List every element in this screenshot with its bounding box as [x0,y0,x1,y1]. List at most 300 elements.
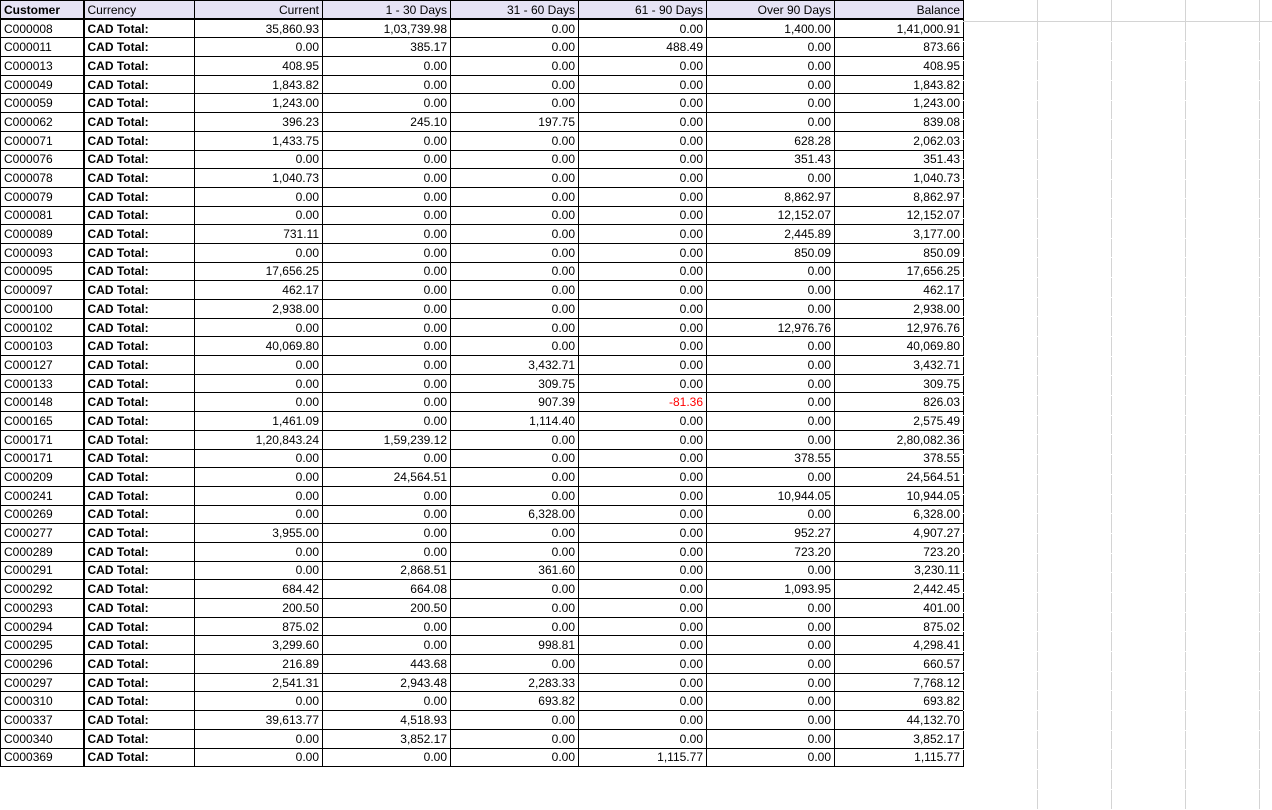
column-header-over-90-days[interactable]: Over 90 Days [707,1,835,20]
cell-31-60-days[interactable]: 693.82 [451,692,579,711]
cell-customer[interactable]: C000296 [1,655,84,674]
cell-over-90-days[interactable]: 0.00 [707,673,835,692]
empty-cell[interactable] [1185,750,1259,770]
cell-balance[interactable]: 850.09 [835,243,964,262]
empty-cell[interactable] [1185,61,1259,81]
cell-61-90-days[interactable]: 0.00 [579,673,707,692]
cell-currency[interactable]: CAD Total: [84,748,195,767]
cell-over-90-days[interactable]: 0.00 [707,374,835,393]
cell-currency[interactable]: CAD Total: [84,449,195,468]
empty-cell[interactable] [963,41,1037,61]
cell-61-90-days[interactable]: 0.00 [579,206,707,225]
cell-1-30-days[interactable]: 443.68 [323,655,451,674]
empty-cell[interactable] [1185,494,1259,514]
empty-cell[interactable] [1111,514,1185,534]
cell-over-90-days[interactable]: 0.00 [707,169,835,188]
empty-cell[interactable] [963,770,1037,790]
cell-1-30-days[interactable]: 4,518.93 [323,711,451,730]
empty-cell[interactable] [1037,22,1111,42]
cell-61-90-days[interactable]: 0.00 [579,131,707,150]
empty-cell[interactable] [1259,376,1272,396]
cell-balance[interactable]: 462.17 [835,281,964,300]
table-row[interactable] [1,561,964,580]
empty-cell[interactable] [1111,632,1185,652]
cell-customer[interactable]: C000292 [1,580,84,599]
cell-current[interactable]: 0.00 [195,318,323,337]
cell-balance[interactable]: 4,907.27 [835,524,964,543]
cell-balance[interactable]: 10,944.05 [835,486,964,505]
cell-61-90-days[interactable]: 0.00 [579,187,707,206]
empty-cell[interactable] [1111,179,1185,199]
cell-31-60-days[interactable]: 0.00 [451,655,579,674]
empty-cell[interactable] [1111,238,1185,258]
cell-1-30-days[interactable]: 0.00 [323,542,451,561]
cell-customer[interactable]: C000277 [1,524,84,543]
empty-cell[interactable] [963,494,1037,514]
empty-cell[interactable] [1185,159,1259,179]
cell-61-90-days[interactable]: 0.00 [579,599,707,618]
cell-balance[interactable]: 24,564.51 [835,468,964,487]
cell-current[interactable]: 39,613.77 [195,711,323,730]
cell-31-60-days[interactable]: 0.00 [451,711,579,730]
empty-cell[interactable] [1111,474,1185,494]
column-header-1-30-days[interactable]: 1 - 30 Days [323,1,451,20]
cell-31-60-days[interactable]: 0.00 [451,150,579,169]
empty-cell[interactable] [963,553,1037,573]
cell-61-90-days[interactable]: 0.00 [579,486,707,505]
cell-61-90-days[interactable]: 0.00 [579,412,707,431]
empty-cell[interactable] [963,612,1037,632]
empty-cell[interactable] [1185,691,1259,711]
empty-cell[interactable] [1185,396,1259,416]
cell-31-60-days[interactable]: 0.00 [451,580,579,599]
cell-customer[interactable]: C000291 [1,561,84,580]
empty-cell[interactable] [963,238,1037,258]
empty-cell[interactable] [1037,455,1111,475]
cell-currency[interactable]: CAD Total: [84,468,195,487]
cell-balance[interactable]: 1,843.82 [835,75,964,94]
cell-61-90-days[interactable]: 0.00 [579,505,707,524]
cell-over-90-days[interactable]: 0.00 [707,57,835,76]
cell-31-60-days[interactable]: 0.00 [451,281,579,300]
cell-customer[interactable]: C000062 [1,113,84,132]
cell-current[interactable]: 3,955.00 [195,524,323,543]
cell-currency[interactable]: CAD Total: [84,393,195,412]
cell-current[interactable]: 35,860.93 [195,19,323,38]
empty-cell[interactable] [1037,61,1111,81]
cell-61-90-days[interactable]: 0.00 [579,430,707,449]
empty-cell[interactable] [1037,415,1111,435]
table-row[interactable] [1,57,964,76]
empty-cell[interactable] [1037,140,1111,160]
cell-balance[interactable]: 660.57 [835,655,964,674]
cell-1-30-days[interactable]: 0.00 [323,94,451,113]
cell-currency[interactable]: CAD Total: [84,542,195,561]
cell-current[interactable]: 0.00 [195,356,323,375]
cell-currency[interactable]: CAD Total: [84,524,195,543]
cell-over-90-days[interactable]: 2,445.89 [707,225,835,244]
cell-current[interactable]: 2,938.00 [195,300,323,319]
empty-cell[interactable] [1259,671,1272,691]
empty-cell[interactable] [963,730,1037,750]
cell-balance[interactable]: 693.82 [835,692,964,711]
empty-cell[interactable] [1259,455,1272,475]
cell-61-90-days[interactable]: 488.49 [579,38,707,57]
cell-over-90-days[interactable]: 0.00 [707,729,835,748]
cell-31-60-days[interactable]: 0.00 [451,206,579,225]
empty-cell[interactable] [1037,396,1111,416]
cell-over-90-days[interactable]: 12,976.76 [707,318,835,337]
empty-cell[interactable] [1185,592,1259,612]
cell-61-90-days[interactable]: 0.00 [579,113,707,132]
cell-1-30-days[interactable]: 664.08 [323,580,451,599]
cell-balance[interactable]: 309.75 [835,374,964,393]
cell-31-60-days[interactable]: 0.00 [451,225,579,244]
cell-over-90-days[interactable]: 8,862.97 [707,187,835,206]
table-row[interactable] [1,150,964,169]
empty-cell[interactable] [963,474,1037,494]
cell-current[interactable]: 3,299.60 [195,636,323,655]
table-row[interactable] [1,524,964,543]
empty-cell[interactable] [1185,789,1259,809]
empty-cell[interactable] [1111,376,1185,396]
table-row[interactable] [1,19,964,38]
table-row[interactable] [1,748,964,767]
cell-current[interactable]: 408.95 [195,57,323,76]
empty-cell[interactable] [1037,533,1111,553]
cell-customer[interactable]: C000049 [1,75,84,94]
cell-balance[interactable]: 873.66 [835,38,964,57]
cell-61-90-days[interactable]: 0.00 [579,337,707,356]
cell-over-90-days[interactable]: 0.00 [707,356,835,375]
cell-balance[interactable]: 2,062.03 [835,131,964,150]
cell-current[interactable]: 0.00 [195,393,323,412]
cell-1-30-days[interactable]: 0.00 [323,187,451,206]
empty-cell[interactable] [1111,652,1185,672]
cell-current[interactable]: 0.00 [195,561,323,580]
empty-cell[interactable] [963,0,1037,22]
empty-cell[interactable] [1037,671,1111,691]
cell-currency[interactable]: CAD Total: [84,673,195,692]
table-row[interactable] [1,243,964,262]
cell-over-90-days[interactable]: 0.00 [707,412,835,431]
empty-cell[interactable] [1037,652,1111,672]
empty-cell[interactable] [963,455,1037,475]
table-row[interactable] [1,262,964,281]
empty-cell[interactable] [1111,494,1185,514]
empty-cell[interactable] [1259,553,1272,573]
empty-cell[interactable] [1185,612,1259,632]
cell-over-90-days[interactable]: 0.00 [707,505,835,524]
cell-over-90-days[interactable]: 0.00 [707,393,835,412]
cell-customer[interactable]: C000171 [1,430,84,449]
empty-cell[interactable] [1037,789,1111,809]
empty-cell[interactable] [963,356,1037,376]
empty-cell[interactable] [1185,632,1259,652]
cell-61-90-days[interactable]: 0.00 [579,356,707,375]
cell-1-30-days[interactable]: 0.00 [323,243,451,262]
cell-over-90-days[interactable]: 0.00 [707,75,835,94]
cell-over-90-days[interactable]: 0.00 [707,300,835,319]
column-header-31-60-days[interactable]: 31 - 60 Days [451,1,579,20]
empty-cell[interactable] [1185,514,1259,534]
empty-cell[interactable] [963,61,1037,81]
cell-1-30-days[interactable]: 1,59,239.12 [323,430,451,449]
empty-cell[interactable] [1259,199,1272,219]
cell-customer[interactable]: C000148 [1,393,84,412]
cell-1-30-days[interactable]: 0.00 [323,505,451,524]
cell-31-60-days[interactable]: 0.00 [451,38,579,57]
empty-cell[interactable] [1259,435,1272,455]
cell-balance[interactable]: 12,152.07 [835,206,964,225]
cell-current[interactable]: 0.00 [195,729,323,748]
table-row[interactable] [1,281,964,300]
cell-customer[interactable]: C000011 [1,38,84,57]
empty-cell[interactable] [963,218,1037,238]
column-header-customer[interactable]: Customer [1,1,84,20]
cell-31-60-days[interactable]: 0.00 [451,243,579,262]
table-row[interactable] [1,75,964,94]
cell-31-60-days[interactable]: 361.60 [451,561,579,580]
table-row[interactable] [1,711,964,730]
empty-cell[interactable] [1185,770,1259,790]
empty-cell[interactable] [1185,179,1259,199]
cell-over-90-days[interactable]: 0.00 [707,636,835,655]
cell-31-60-days[interactable]: 0.00 [451,430,579,449]
empty-cell[interactable] [1037,435,1111,455]
cell-currency[interactable]: CAD Total: [84,57,195,76]
cell-balance[interactable]: 1,115.77 [835,748,964,767]
table-row[interactable] [1,599,964,618]
cell-1-30-days[interactable]: 385.17 [323,38,451,57]
cell-balance[interactable]: 1,040.73 [835,169,964,188]
cell-over-90-days[interactable]: 0.00 [707,561,835,580]
cell-over-90-days[interactable]: 0.00 [707,281,835,300]
cell-1-30-days[interactable]: 0.00 [323,356,451,375]
empty-cell[interactable] [1037,258,1111,278]
cell-61-90-days[interactable]: 0.00 [579,169,707,188]
cell-customer[interactable]: C000071 [1,131,84,150]
empty-cell[interactable] [1037,356,1111,376]
cell-61-90-days[interactable]: -81.36 [579,393,707,412]
cell-currency[interactable]: CAD Total: [84,38,195,57]
empty-cell[interactable] [1111,730,1185,750]
empty-cell[interactable] [963,415,1037,435]
cell-1-30-days[interactable]: 0.00 [323,225,451,244]
empty-cell[interactable] [1185,553,1259,573]
table-row[interactable] [1,225,964,244]
cell-1-30-days[interactable]: 0.00 [323,131,451,150]
empty-cell[interactable] [1185,533,1259,553]
empty-cell[interactable] [1037,179,1111,199]
cell-customer[interactable]: C000013 [1,57,84,76]
cell-current[interactable]: 0.00 [195,542,323,561]
cell-over-90-days[interactable]: 1,400.00 [707,19,835,38]
table-row[interactable] [1,449,964,468]
cell-31-60-days[interactable]: 0.00 [451,131,579,150]
empty-cell[interactable] [1259,691,1272,711]
cell-61-90-days[interactable]: 0.00 [579,75,707,94]
cell-customer[interactable]: C000127 [1,356,84,375]
cell-currency[interactable]: CAD Total: [84,281,195,300]
empty-cell[interactable] [1259,317,1272,337]
cell-currency[interactable]: CAD Total: [84,94,195,113]
empty-cell[interactable] [963,100,1037,120]
cell-currency[interactable]: CAD Total: [84,225,195,244]
cell-current[interactable]: 1,243.00 [195,94,323,113]
cell-over-90-days[interactable]: 0.00 [707,113,835,132]
cell-61-90-days[interactable]: 0.00 [579,150,707,169]
empty-cell[interactable] [1037,41,1111,61]
cell-customer[interactable]: C000369 [1,748,84,767]
empty-cell[interactable] [1037,0,1111,22]
empty-cell[interactable] [1185,218,1259,238]
cell-31-60-days[interactable]: 0.00 [451,19,579,38]
cell-customer[interactable]: C000171 [1,449,84,468]
cell-current[interactable]: 0.00 [195,187,323,206]
table-row[interactable] [1,374,964,393]
empty-cell[interactable] [963,435,1037,455]
cell-currency[interactable]: CAD Total: [84,561,195,580]
empty-cell[interactable] [1111,337,1185,357]
empty-cell[interactable] [1111,140,1185,160]
cell-balance[interactable]: 351.43 [835,150,964,169]
cell-balance[interactable]: 875.02 [835,617,964,636]
table-row[interactable] [1,300,964,319]
empty-cell[interactable] [1037,376,1111,396]
cell-1-30-days[interactable]: 0.00 [323,300,451,319]
empty-cell[interactable] [963,514,1037,534]
cell-current[interactable]: 0.00 [195,692,323,711]
cell-current[interactable]: 396.23 [195,113,323,132]
empty-cell[interactable] [1185,435,1259,455]
empty-cell[interactable] [1259,396,1272,416]
cell-1-30-days[interactable]: 0.00 [323,449,451,468]
cell-customer[interactable]: C000095 [1,262,84,281]
cell-31-60-days[interactable]: 0.00 [451,542,579,561]
table-row[interactable] [1,505,964,524]
cell-over-90-days[interactable]: 0.00 [707,711,835,730]
cell-balance[interactable]: 12,976.76 [835,318,964,337]
cell-61-90-days[interactable]: 0.00 [579,374,707,393]
empty-cell[interactable] [1111,199,1185,219]
cell-currency[interactable]: CAD Total: [84,150,195,169]
empty-cell[interactable] [1259,0,1272,22]
empty-cell[interactable] [1037,711,1111,731]
cell-currency[interactable]: CAD Total: [84,486,195,505]
empty-cell[interactable] [963,671,1037,691]
table-row[interactable] [1,356,964,375]
cell-balance[interactable]: 2,442.45 [835,580,964,599]
empty-cell[interactable] [963,691,1037,711]
cell-customer[interactable]: C000097 [1,281,84,300]
table-row[interactable] [1,468,964,487]
empty-cell[interactable] [1185,238,1259,258]
empty-cell[interactable] [1037,474,1111,494]
cell-61-90-days[interactable]: 0.00 [579,243,707,262]
cell-customer[interactable]: C000079 [1,187,84,206]
cell-customer[interactable]: C000093 [1,243,84,262]
empty-cell[interactable] [1185,671,1259,691]
empty-cell[interactable] [1111,396,1185,416]
empty-cell[interactable] [1185,415,1259,435]
empty-cell[interactable] [1111,789,1185,809]
empty-cell[interactable] [1185,199,1259,219]
empty-cell[interactable] [1111,455,1185,475]
cell-customer[interactable]: C000059 [1,94,84,113]
empty-cell[interactable] [1185,277,1259,297]
cell-currency[interactable]: CAD Total: [84,580,195,599]
cell-customer[interactable]: C000293 [1,599,84,618]
empty-cell[interactable] [963,533,1037,553]
cell-current[interactable]: 0.00 [195,38,323,57]
cell-31-60-days[interactable]: 0.00 [451,748,579,767]
cell-currency[interactable]: CAD Total: [84,337,195,356]
empty-cell[interactable] [1037,277,1111,297]
cell-currency[interactable]: CAD Total: [84,374,195,393]
empty-cell[interactable] [963,592,1037,612]
cell-1-30-days[interactable]: 0.00 [323,281,451,300]
empty-cell[interactable] [1185,140,1259,160]
cell-1-30-days[interactable]: 0.00 [323,524,451,543]
cell-customer[interactable]: C000295 [1,636,84,655]
cell-1-30-days[interactable]: 0.00 [323,75,451,94]
empty-cell[interactable] [1185,356,1259,376]
empty-cell[interactable] [1259,789,1272,809]
cell-31-60-days[interactable]: 0.00 [451,617,579,636]
cell-1-30-days[interactable]: 0.00 [323,150,451,169]
cell-1-30-days[interactable]: 2,943.48 [323,673,451,692]
empty-cell[interactable] [1111,770,1185,790]
cell-current[interactable]: 462.17 [195,281,323,300]
cell-customer[interactable]: C000241 [1,486,84,505]
empty-cell[interactable] [1111,553,1185,573]
empty-cell[interactable] [1037,100,1111,120]
cell-31-60-days[interactable]: 0.00 [451,94,579,113]
cell-61-90-days[interactable]: 0.00 [579,225,707,244]
cell-current[interactable]: 1,843.82 [195,75,323,94]
empty-cell[interactable] [1037,592,1111,612]
empty-cell[interactable] [1037,218,1111,238]
empty-cell[interactable] [963,159,1037,179]
cell-over-90-days[interactable]: 723.20 [707,542,835,561]
cell-balance[interactable]: 6,328.00 [835,505,964,524]
cell-currency[interactable]: CAD Total: [84,262,195,281]
empty-cell[interactable] [1185,474,1259,494]
cell-1-30-days[interactable]: 0.00 [323,206,451,225]
cell-currency[interactable]: CAD Total: [84,692,195,711]
cell-31-60-days[interactable]: 0.00 [451,300,579,319]
empty-cell[interactable] [1185,22,1259,42]
empty-cell[interactable] [963,789,1037,809]
empty-cell[interactable] [963,376,1037,396]
cell-current[interactable]: 40,069.80 [195,337,323,356]
empty-cell[interactable] [1185,41,1259,61]
cell-61-90-days[interactable]: 0.00 [579,542,707,561]
empty-cell[interactable] [1259,100,1272,120]
empty-cell[interactable] [1259,218,1272,238]
cell-current[interactable]: 1,040.73 [195,169,323,188]
cell-61-90-days[interactable]: 0.00 [579,468,707,487]
cell-balance[interactable]: 826.03 [835,393,964,412]
cell-current[interactable]: 0.00 [195,243,323,262]
cell-balance[interactable]: 378.55 [835,449,964,468]
empty-cell[interactable] [1259,652,1272,672]
cell-31-60-days[interactable]: 0.00 [451,337,579,356]
empty-cell[interactable] [1259,179,1272,199]
empty-cell[interactable] [1037,691,1111,711]
empty-cell[interactable] [1037,612,1111,632]
